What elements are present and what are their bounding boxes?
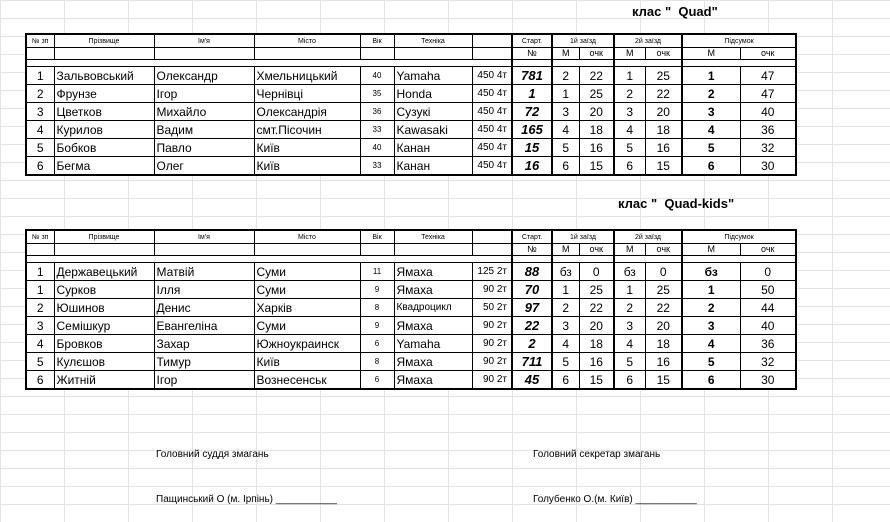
col-city-header: Місто	[254, 34, 360, 48]
engine-cell: 450 4т	[472, 67, 512, 85]
name-cell: Денис	[154, 299, 254, 317]
subheader-row	[26, 48, 796, 60]
surname-cell: Бобков	[54, 139, 154, 157]
table-row	[26, 299, 796, 317]
race1-place-cell: 3	[552, 103, 579, 121]
race2-points-cell: 15	[645, 371, 682, 390]
total-header: Підсумок	[682, 34, 796, 48]
race2-points-cell: 15	[645, 157, 682, 176]
race1-place-cell: 4	[552, 121, 579, 139]
tech-cell: Yamaha	[394, 335, 472, 353]
blank-cell	[254, 48, 360, 60]
table-row	[26, 317, 796, 335]
name-cell: Захар	[154, 335, 254, 353]
race2-points-cell: 0	[645, 263, 682, 281]
race1-points-cell: 15	[579, 157, 614, 176]
name-cell: Тимур	[154, 353, 254, 371]
surname-cell: Сурков	[54, 281, 154, 299]
race2-place-cell: 2	[614, 85, 645, 103]
blank-cell	[472, 48, 512, 60]
age-cell: 6	[360, 371, 394, 390]
city-cell: Чернівці	[254, 85, 360, 103]
race2-points-cell: 16	[645, 353, 682, 371]
row-number: 1	[26, 67, 54, 85]
spacer-row	[26, 60, 796, 67]
total-place-cell: 1	[682, 67, 740, 85]
col-city-header: Місто	[254, 230, 360, 244]
name-cell: Михайло	[154, 103, 254, 121]
total-place-cell: 5	[682, 139, 740, 157]
quad-class-title: клас " Quad"	[632, 4, 718, 19]
race2-points-cell: 18	[645, 335, 682, 353]
start-number-cell: 22	[512, 317, 552, 335]
total-points-cell: 40	[740, 317, 796, 335]
quad-table-body	[26, 34, 796, 175]
city-cell: Харків	[254, 299, 360, 317]
blank-cell	[54, 48, 154, 60]
start-number-cell: 711	[512, 353, 552, 371]
col-engine-header	[472, 230, 512, 244]
spacer-row	[26, 256, 796, 263]
total-points-cell: 47	[740, 67, 796, 85]
subheader-row	[26, 244, 796, 256]
city-cell: Київ	[254, 139, 360, 157]
engine-cell: 90 2т	[472, 317, 512, 335]
total-points-cell: 32	[740, 139, 796, 157]
blank-cell	[394, 48, 472, 60]
header-row	[26, 34, 796, 48]
race2-place-cell: 1	[614, 281, 645, 299]
surname-cell: Курилов	[54, 121, 154, 139]
race1-points-cell: 22	[579, 67, 614, 85]
race1-place-cell: 3	[552, 317, 579, 335]
name-cell: Ігор	[154, 85, 254, 103]
total-points-cell: 36	[740, 335, 796, 353]
age-cell: 9	[360, 317, 394, 335]
race1-points-header: очк	[579, 48, 614, 60]
col-surname-header: Прізвище	[54, 230, 154, 244]
chief-judge-title: Головний суддя змагань	[156, 449, 269, 460]
tech-cell: Ямаха	[394, 263, 472, 281]
col-name-header: Ім'я	[154, 230, 254, 244]
tech-cell: Ямаха	[394, 281, 472, 299]
tech-cell: Ямаха	[394, 317, 472, 335]
col-age-header: Вік	[360, 34, 394, 48]
engine-cell: 450 4т	[472, 85, 512, 103]
total-place-cell: 2	[682, 299, 740, 317]
city-cell: смт.Пісочин	[254, 121, 360, 139]
blank-cell	[154, 48, 254, 60]
race2-place-header: М	[614, 48, 645, 60]
race1-header: 1й заїзд	[552, 230, 614, 244]
race2-header: 2й заїзд	[614, 34, 682, 48]
table-row	[26, 103, 796, 121]
race2-place-cell: 3	[614, 317, 645, 335]
name-cell: Ігор	[154, 371, 254, 390]
race2-points-cell: 16	[645, 139, 682, 157]
race2-points-cell: 20	[645, 317, 682, 335]
blank-cell	[26, 48, 54, 60]
surname-cell: Юшинов	[54, 299, 154, 317]
table-row	[26, 353, 796, 371]
start-number-cell: 2	[512, 335, 552, 353]
race1-place-cell: 5	[552, 139, 579, 157]
race2-place-cell: 5	[614, 139, 645, 157]
chief-secretary-block	[533, 417, 697, 522]
age-cell: 8	[360, 299, 394, 317]
race2-points-header: очк	[645, 244, 682, 256]
race1-place-cell: 1	[552, 281, 579, 299]
start-number-cell: 781	[512, 67, 552, 85]
race1-points-cell: 20	[579, 317, 614, 335]
col-start-no-header: №	[512, 244, 552, 256]
kids-class-title: клас " Quad-kids"	[618, 196, 735, 211]
total-points-cell: 44	[740, 299, 796, 317]
row-number: 2	[26, 85, 54, 103]
age-cell: 35	[360, 85, 394, 103]
total-place-cell: 4	[682, 121, 740, 139]
surname-cell: Цветков	[54, 103, 154, 121]
engine-cell: 450 4т	[472, 103, 512, 121]
blank-cell	[360, 244, 394, 256]
age-cell: 36	[360, 103, 394, 121]
total-points-cell: 30	[740, 371, 796, 390]
start-number-cell: 16	[512, 157, 552, 176]
row-number: 6	[26, 371, 54, 390]
race2-header: 2й заїзд	[614, 230, 682, 244]
race2-place-cell: 2	[614, 299, 645, 317]
city-cell: Олександрія	[254, 103, 360, 121]
name-cell: Ілля	[154, 281, 254, 299]
race1-place-cell: 6	[552, 157, 579, 176]
tech-cell: Ямаха	[394, 371, 472, 390]
row-number: 5	[26, 139, 54, 157]
tech-cell: Kawasaki	[394, 121, 472, 139]
table-row	[26, 281, 796, 299]
chief-judge-block	[156, 417, 337, 522]
total-place-cell: 3	[682, 103, 740, 121]
tech-cell: Канан	[394, 157, 472, 176]
col-surname-header: Прізвище	[54, 34, 154, 48]
start-number-cell: 88	[512, 263, 552, 281]
surname-cell: Бегма	[54, 157, 154, 176]
city-cell: Суми	[254, 263, 360, 281]
total-points-header: очк	[740, 244, 796, 256]
age-cell: 33	[360, 157, 394, 176]
blank-cell	[394, 244, 472, 256]
engine-cell: 50 2т	[472, 299, 512, 317]
col-start-header: Старт.	[512, 34, 552, 48]
total-points-cell: 47	[740, 85, 796, 103]
total-points-cell: 0	[740, 263, 796, 281]
race1-points-cell: 0	[579, 263, 614, 281]
race1-points-cell: 16	[579, 139, 614, 157]
surname-cell: Зальвовський	[54, 67, 154, 85]
table-row	[26, 371, 796, 390]
col-age-header: Вік	[360, 230, 394, 244]
total-place-cell: 6	[682, 157, 740, 176]
row-number: 6	[26, 157, 54, 176]
start-number-cell: 1	[512, 85, 552, 103]
engine-cell: 90 2т	[472, 335, 512, 353]
race1-points-cell: 25	[579, 85, 614, 103]
race2-place-cell: 6	[614, 157, 645, 176]
total-place-cell: 3	[682, 317, 740, 335]
race1-points-cell: 18	[579, 121, 614, 139]
col-name-header: Ім'я	[154, 34, 254, 48]
row-number: 4	[26, 121, 54, 139]
race1-header: 1й заїзд	[552, 34, 614, 48]
start-number-cell: 45	[512, 371, 552, 390]
row-number: 3	[26, 103, 54, 121]
engine-cell: 450 4т	[472, 157, 512, 176]
race1-place-cell: 4	[552, 335, 579, 353]
race2-points-cell: 18	[645, 121, 682, 139]
race2-place-cell: 6	[614, 371, 645, 390]
race1-place-cell: бз	[552, 263, 579, 281]
race2-points-cell: 25	[645, 281, 682, 299]
race1-place-header: М	[552, 48, 579, 60]
surname-cell: Семішкур	[54, 317, 154, 335]
table-row	[26, 335, 796, 353]
chief-secretary-title: Головний секретар змагань	[533, 449, 661, 460]
total-place-cell: 2	[682, 85, 740, 103]
city-cell: Київ	[254, 353, 360, 371]
race1-place-header: М	[552, 244, 579, 256]
start-number-cell: 165	[512, 121, 552, 139]
blank-cell	[472, 244, 512, 256]
total-points-header: очк	[740, 48, 796, 60]
engine-cell: 90 2т	[472, 371, 512, 390]
engine-cell: 90 2т	[472, 281, 512, 299]
name-cell: Олег	[154, 157, 254, 176]
race1-place-cell: 6	[552, 371, 579, 390]
race1-points-cell: 15	[579, 371, 614, 390]
race1-points-cell: 18	[579, 335, 614, 353]
tech-cell: Yamaha	[394, 67, 472, 85]
row-number: 5	[26, 353, 54, 371]
age-cell: 11	[360, 263, 394, 281]
blank-cell	[154, 244, 254, 256]
race2-points-cell: 20	[645, 103, 682, 121]
row-number: 1	[26, 281, 54, 299]
surname-cell: Державецький	[54, 263, 154, 281]
start-number-cell: 97	[512, 299, 552, 317]
name-cell: Вадим	[154, 121, 254, 139]
race1-points-header: очк	[579, 244, 614, 256]
blank-cell	[26, 244, 54, 256]
age-cell: 40	[360, 67, 394, 85]
kids-table-body	[26, 230, 796, 389]
age-cell: 9	[360, 281, 394, 299]
row-number: 1	[26, 263, 54, 281]
surname-cell: Житній	[54, 371, 154, 390]
total-points-cell: 30	[740, 157, 796, 176]
table-row	[26, 121, 796, 139]
race2-place-cell: 1	[614, 67, 645, 85]
table-row	[26, 157, 796, 176]
col-engine-header	[472, 34, 512, 48]
race2-place-header: М	[614, 244, 645, 256]
col-no-header: № зп	[26, 34, 54, 48]
row-number: 2	[26, 299, 54, 317]
race2-place-cell: бз	[614, 263, 645, 281]
total-place-cell: 1	[682, 281, 740, 299]
race1-place-cell: 1	[552, 85, 579, 103]
total-place-cell: 5	[682, 353, 740, 371]
age-cell: 6	[360, 335, 394, 353]
total-place-cell: 6	[682, 371, 740, 390]
row-number: 3	[26, 317, 54, 335]
race1-points-cell: 20	[579, 103, 614, 121]
city-cell: Хмельницький	[254, 67, 360, 85]
col-tech-header: Техніка	[394, 230, 472, 244]
city-cell: Суми	[254, 281, 360, 299]
tech-cell: Ямаха	[394, 353, 472, 371]
race2-place-cell: 5	[614, 353, 645, 371]
start-number-cell: 15	[512, 139, 552, 157]
surname-cell: Бровков	[54, 335, 154, 353]
race1-points-cell: 22	[579, 299, 614, 317]
race2-place-cell: 3	[614, 103, 645, 121]
total-points-cell: 50	[740, 281, 796, 299]
tech-cell: Квадроцикл	[394, 299, 472, 317]
race2-points-header: очк	[645, 48, 682, 60]
start-number-cell: 72	[512, 103, 552, 121]
blank-cell	[54, 244, 154, 256]
age-cell: 33	[360, 121, 394, 139]
quad-results-table	[25, 33, 797, 176]
race2-place-cell: 4	[614, 121, 645, 139]
col-start-header: Старт.	[512, 230, 552, 244]
table-row	[26, 263, 796, 281]
row-number: 4	[26, 335, 54, 353]
surname-cell: Фрунзе	[54, 85, 154, 103]
total-place-header: М	[682, 244, 740, 256]
name-cell: Матвій	[154, 263, 254, 281]
total-place-header: М	[682, 48, 740, 60]
city-cell: Вознесенськ	[254, 371, 360, 390]
race1-place-cell: 5	[552, 353, 579, 371]
engine-cell: 450 4т	[472, 139, 512, 157]
city-cell: Суми	[254, 317, 360, 335]
tech-cell: Honda	[394, 85, 472, 103]
race1-place-cell: 2	[552, 299, 579, 317]
race2-place-cell: 4	[614, 335, 645, 353]
total-points-cell: 32	[740, 353, 796, 371]
city-cell: Київ	[254, 157, 360, 176]
tech-cell: Канан	[394, 139, 472, 157]
blank-cell	[360, 48, 394, 60]
total-points-cell: 40	[740, 103, 796, 121]
age-cell: 8	[360, 353, 394, 371]
age-cell: 40	[360, 139, 394, 157]
start-number-cell: 70	[512, 281, 552, 299]
blank-cell	[254, 244, 360, 256]
name-cell: Олександр	[154, 67, 254, 85]
surname-cell: Кулєшов	[54, 353, 154, 371]
total-place-cell: 4	[682, 335, 740, 353]
race2-points-cell: 22	[645, 299, 682, 317]
engine-cell: 125 2т	[472, 263, 512, 281]
tech-cell: Сузукі	[394, 103, 472, 121]
col-no-header: № зп	[26, 230, 54, 244]
name-cell: Евангеліна	[154, 317, 254, 335]
kids-results-table	[25, 229, 797, 390]
race1-points-cell: 16	[579, 353, 614, 371]
table-row	[26, 85, 796, 103]
col-tech-header: Техніка	[394, 34, 472, 48]
engine-cell: 450 4т	[472, 121, 512, 139]
race2-points-cell: 22	[645, 85, 682, 103]
header-row	[26, 230, 796, 244]
name-cell: Павло	[154, 139, 254, 157]
city-cell: Южноукраинск	[254, 335, 360, 353]
total-header: Підсумок	[682, 230, 796, 244]
engine-cell: 90 2т	[472, 353, 512, 371]
race1-place-cell: 2	[552, 67, 579, 85]
total-place-cell: бз	[682, 263, 740, 281]
race2-points-cell: 25	[645, 67, 682, 85]
total-points-cell: 36	[740, 121, 796, 139]
table-row	[26, 67, 796, 85]
col-start-no-header: №	[512, 48, 552, 60]
chief-secretary-name: Голубенко О.(м. Київ) ___________	[533, 494, 697, 505]
table-row	[26, 139, 796, 157]
race1-points-cell: 25	[579, 281, 614, 299]
chief-judge-name: Пащинський О (м. Ірпінь) ___________	[156, 494, 337, 505]
